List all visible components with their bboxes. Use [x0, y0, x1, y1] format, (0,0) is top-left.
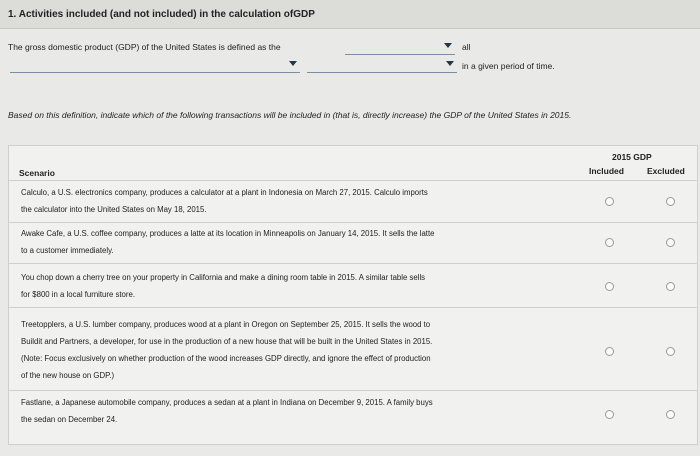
definition-dropdown-1[interactable]	[345, 40, 455, 55]
row-divider	[9, 307, 697, 308]
scenario-line: Fastlane, a Japanese automobile company, produces a sedan at a plant in Indiana on December 9, 2015. A family buys	[21, 398, 433, 407]
included-radio[interactable]	[605, 410, 614, 419]
instruction-text: Based on this definition, indicate which of the following transactions will be included in (that is, directly increase) the GDP of the United States in 2015.	[8, 110, 572, 120]
question-title: 1. Activities included (and not included) in the calculation ofGDP	[8, 9, 315, 20]
chevron-down-icon	[446, 61, 454, 66]
excluded-radio[interactable]	[666, 238, 675, 247]
included-radio[interactable]	[605, 197, 614, 206]
scenario-line: (Note: Focus exclusively on whether production of the wood increases GDP directly, and ignore the effect of production	[21, 354, 431, 363]
scenario-line: the calculator into the United States on May 18, 2015.	[21, 205, 207, 214]
scenario-line: for $800 in a local furniture store.	[21, 290, 135, 299]
excluded-column-header: Excluded	[647, 166, 685, 176]
scenario-text	[21, 225, 566, 259]
included-radio[interactable]	[605, 282, 614, 291]
gdp-group-header: 2015 GDP	[612, 152, 652, 162]
included-column-header: Included	[589, 166, 624, 176]
table-row	[9, 182, 697, 222]
scenario-line: Buildit and Partners, a developer, for use in the production of a new house that will be built in the United States in 2015.	[21, 337, 433, 346]
definition-dropdown-2[interactable]	[10, 58, 300, 73]
scenario-line: Awake Cafe, a U.S. coffee company, produces a latte at its location in Minneapolis on January 14, 2015. It sells the latte	[21, 229, 435, 238]
excluded-radio[interactable]	[666, 410, 675, 419]
excluded-radio[interactable]	[666, 282, 675, 291]
scenario-line: the sedan on December 24.	[21, 415, 118, 424]
scenario-text	[21, 269, 566, 303]
scenario-line: to a customer immediately.	[21, 246, 114, 255]
scenario-text	[21, 394, 566, 428]
scenario-text	[21, 316, 566, 384]
header-divider	[9, 180, 697, 181]
row-divider	[9, 263, 697, 264]
chevron-down-icon	[289, 61, 297, 66]
definition-all-text: all	[462, 42, 471, 52]
table-row	[9, 223, 697, 263]
scenario-line: You chop down a cherry tree on your property in California and make a dining room table in 2015. A similar table sells	[21, 273, 426, 282]
table-row	[9, 314, 697, 390]
table-row	[9, 392, 697, 438]
scenario-column-header: Scenario	[19, 168, 55, 178]
definition-dropdown-3[interactable]	[307, 58, 457, 73]
definition-text: The gross domestic product (GDP) of the United States is defined as the	[8, 42, 281, 52]
scenario-text	[21, 184, 566, 218]
definition-suffix-text: in a given period of time.	[462, 61, 555, 71]
excluded-radio[interactable]	[666, 347, 675, 356]
table-row	[9, 267, 697, 307]
scenario-line: Treetopplers, a U.S. lumber company, produces wood at a plant in Oregon on September 25, 2015. It sells the wood to	[21, 320, 431, 329]
scenario-table	[8, 145, 698, 445]
row-divider	[9, 390, 697, 391]
included-radio[interactable]	[605, 347, 614, 356]
scenario-line: of the new house on GDP.)	[21, 371, 115, 380]
question-header	[0, 0, 700, 29]
scenario-line: Calculo, a U.S. electronics company, produces a calculator at a plant in Indonesia on March 27, 2015. Calculo imports	[21, 188, 428, 197]
chevron-down-icon	[444, 43, 452, 48]
included-radio[interactable]	[605, 238, 614, 247]
excluded-radio[interactable]	[666, 197, 675, 206]
